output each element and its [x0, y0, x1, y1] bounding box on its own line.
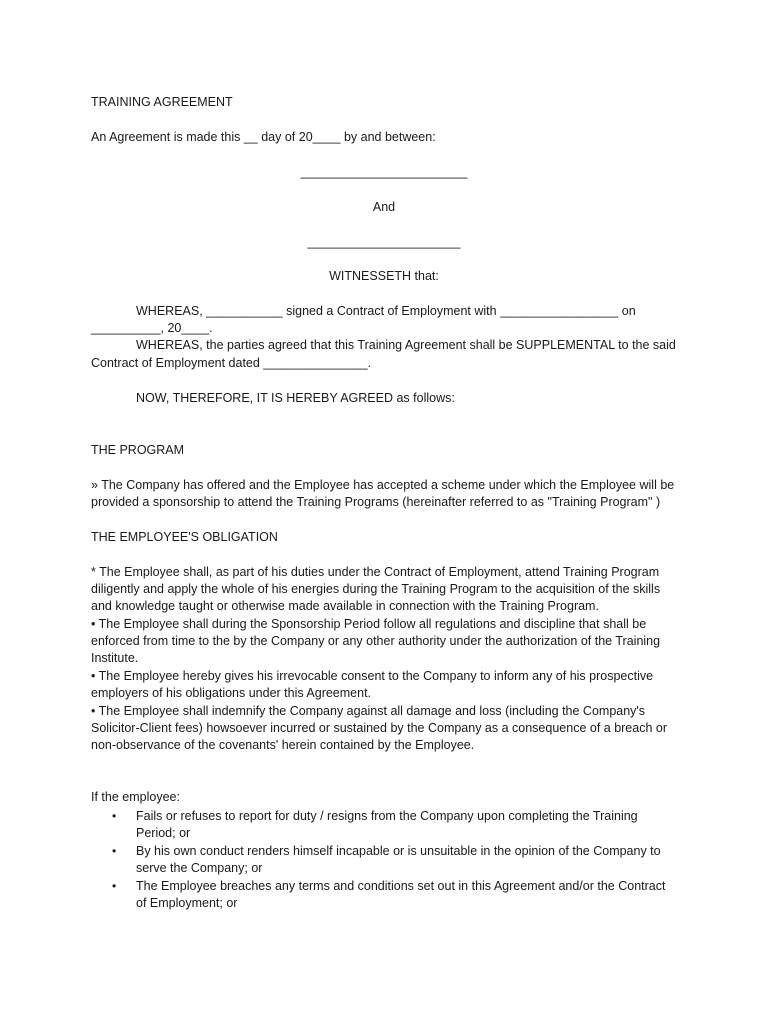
intro-text: An Agreement is made this __ day of 20____ by and between:	[91, 130, 436, 144]
obligation-line: * The Employee shall, as part of his duties under the Contract of Employment, attend Training Program	[91, 565, 660, 579]
bullet-icon: •	[112, 844, 117, 858]
whereas-1-line-2: __________, 20____.	[91, 321, 213, 335]
condition-item-line: The Employee breaches any terms and conditions set out in this Agreement and/or the Contract	[136, 879, 666, 893]
if-employee-intro: If the employee:	[91, 790, 180, 804]
obligation-line: Institute.	[91, 651, 139, 665]
program-heading: THE PROGRAM	[91, 443, 185, 457]
now-therefore-text: NOW, THEREFORE, IT IS HEREBY AGREED as follows:	[136, 391, 455, 405]
condition-item-line: Period; or	[136, 826, 191, 840]
obligation-heading: THE EMPLOYEE'S OBLIGATION	[91, 530, 278, 544]
obligation-line: • The Employee shall indemnify the Company against all damage and loss (including the Company's	[91, 704, 646, 718]
party1-blank: ________________________	[300, 165, 468, 179]
document-title: TRAINING AGREEMENT	[91, 95, 233, 109]
obligation-line: diligently and apply the whole of his energies during the Training Program to the acquisition of the skills	[91, 582, 661, 596]
bullet-icon: •	[112, 879, 117, 893]
obligation-line: employers of his obligations under this Agreement.	[91, 686, 372, 700]
obligation-line: Solicitor-Client fees) howsoever incurred or sustained by the Company as a consequence of a breach or	[91, 721, 668, 735]
condition-item-line: of Employment; or	[136, 896, 238, 910]
obligation-line: and knowledge taught or otherwise made available in connection with the Training Program.	[91, 599, 599, 613]
and-text: And	[372, 200, 396, 214]
condition-item-line: By his own conduct renders himself incapable or is unsuitable in the opinion of the Company to	[136, 844, 661, 858]
program-paragraph-line: provided a sponsorship to attend the Training Programs (hereinafter referred to as "Training Program" )	[91, 495, 661, 509]
condition-item-line: serve the Company; or	[136, 861, 263, 875]
bullet-icon: •	[112, 809, 117, 823]
program-paragraph-line: » The Company has offered and the Employee has accepted a scheme under which the Employee will be	[91, 478, 675, 492]
party2-blank: ______________________	[307, 235, 461, 249]
obligation-line: non-observance of the covenants' herein contained by the Employee.	[91, 738, 475, 752]
obligation-line: enforced from time to the by the Company or any other authority under the authorization of the Training	[91, 634, 661, 648]
obligation-line: • The Employee shall during the Sponsorship Period follow all regulations and discipline that shall be	[91, 617, 647, 631]
condition-item-line: Fails or refuses to report for duty / resigns from the Company upon completing the Training	[136, 809, 638, 823]
whereas-1-line-1: WHEREAS, ___________ signed a Contract of Employment with _________________ on	[136, 304, 636, 318]
whereas-2-line-2: Contract of Employment dated _______________.	[91, 356, 372, 370]
obligation-line: • The Employee hereby gives his irrevocable consent to the Company to inform any of his prospective	[91, 669, 654, 683]
whereas-2-line-1: WHEREAS, the parties agreed that this Training Agreement shall be SUPPLEMENTAL to the said	[136, 338, 676, 352]
witnesseth-text: WITNESSETH that:	[329, 269, 439, 283]
